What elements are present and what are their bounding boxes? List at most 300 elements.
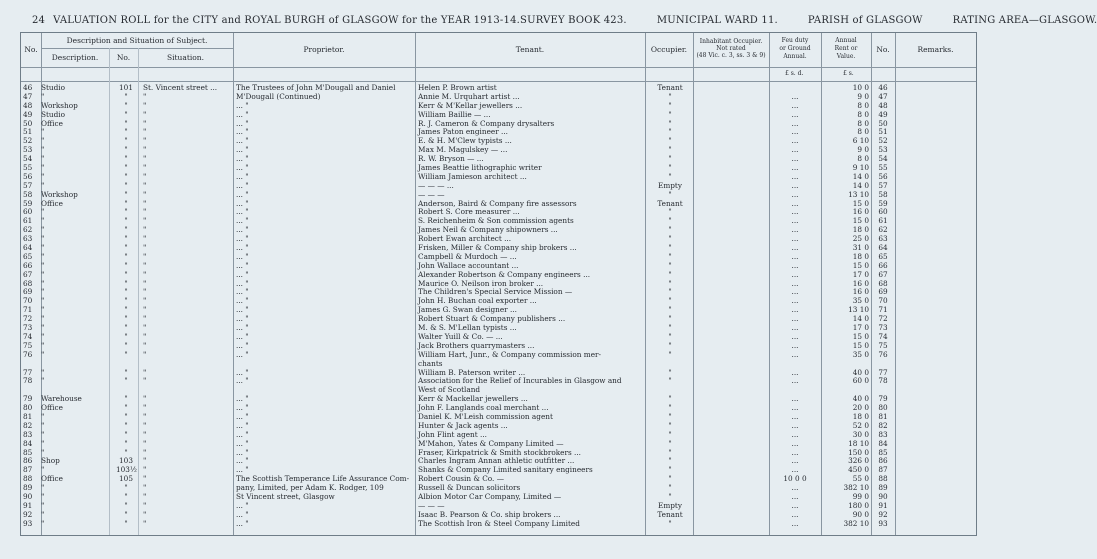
cell-proprietor: ... " [236, 198, 249, 208]
cell-tenant: James Beattie lithographic writer [418, 163, 542, 173]
cell-situation: " [143, 216, 147, 226]
cell-feu-duty: 10 0 0 [783, 474, 807, 484]
cell-situation: " [143, 296, 147, 306]
cell-entry-number-right: 58 [878, 189, 888, 199]
cell-annual-rent: 14 0 [852, 180, 869, 190]
cell-entry-number: 73 [23, 323, 33, 333]
cell-description: " [41, 376, 45, 386]
cell-occupier: " [668, 171, 672, 181]
cell-entry-number-right: 61 [878, 216, 888, 226]
cell-description: " [41, 500, 45, 510]
cell-entry-number: 60 [23, 207, 33, 217]
cell-tenant: Campbell & Murdoch — ... [418, 251, 517, 261]
cell-proprietor: ... " [236, 251, 249, 261]
cell-street-number: " [124, 340, 128, 350]
cell-occupier: " [668, 225, 672, 235]
cell-feu-duty: ... [791, 500, 799, 510]
cell-situation: " [143, 154, 147, 164]
cell-street-number: " [124, 367, 128, 377]
cell-tenant: Anderson, Baird & Company fire assessors [418, 198, 577, 208]
cell-tenant: R. J. Cameron & Company drysalters [418, 118, 555, 128]
cell-annual-rent: 382 10 [843, 518, 869, 528]
cell-description: " [41, 225, 45, 235]
col-rent-2: Rent or [834, 45, 858, 52]
cell-proprietor: ... " [236, 314, 249, 324]
cell-feu-duty: ... [791, 465, 799, 475]
cell-entry-number-right: 65 [878, 251, 888, 261]
cell-street-number: " [124, 225, 128, 235]
cell-occupier: " [668, 287, 672, 297]
col-inhabitant-1: Inhabitant Occupier. [699, 38, 763, 45]
cell-situation: " [143, 429, 147, 439]
cell-street-number: " [124, 305, 128, 315]
cell-proprietor: ... " [236, 260, 249, 270]
cell-proprietor: ... " [236, 367, 249, 377]
cell-proprietor: The Trustees of John M'Dougall and Daniel [236, 83, 396, 92]
cell-street-number: " [124, 518, 128, 528]
cell-description: " [41, 305, 45, 315]
cell-annual-rent: 8 0 [857, 154, 869, 164]
cell-annual-rent: 18 0 [852, 411, 869, 421]
cell-entry-number: 87 [23, 465, 33, 475]
cell-feu-duty: ... [791, 234, 799, 244]
cell-situation: " [143, 287, 147, 297]
cell-entry-number-right: 73 [878, 323, 888, 333]
cell-street-number: " [124, 180, 128, 190]
cell-situation: " [143, 100, 147, 110]
cell-tenant: Albion Motor Car Company, Limited — [418, 491, 562, 501]
cell-annual-rent: 25 0 [852, 234, 869, 244]
col-tenant: Tenant. [515, 45, 545, 54]
cell-tenant: James G. Swan designer ... [418, 305, 517, 315]
cell-feu-duty: ... [791, 269, 799, 279]
cell-occupier: Tenant [657, 509, 683, 519]
cell-description: " [41, 438, 45, 448]
cell-street-number: " [124, 394, 128, 404]
cell-proprietor: St Vincent street, Glasgow [236, 491, 335, 501]
cell-annual-rent: 8 0 [857, 127, 869, 137]
cell-entry-number-right: 89 [878, 483, 888, 493]
cell-description: " [41, 278, 45, 288]
cell-street-number: " [124, 331, 128, 341]
cell-description: Studio [41, 83, 66, 92]
cell-situation: " [143, 189, 147, 199]
cell-entry-number: 80 [23, 403, 33, 413]
cell-occupier: " [668, 456, 672, 466]
rent-money-units: £ s. [843, 70, 854, 77]
cell-situation: " [143, 118, 147, 128]
cell-feu-duty: ... [791, 296, 799, 306]
cell-proprietor: ... " [236, 447, 249, 457]
cell-tenant: M. & S. M'Lellan typists ... [418, 323, 517, 333]
cell-proprietor: ... " [236, 296, 249, 306]
cell-tenant: Robert Ewan architect ... [418, 234, 512, 244]
cell-tenant: Robert S. Core measurer ... [418, 207, 520, 217]
cell-street-number: " [124, 243, 128, 253]
cell-tenant: chants [418, 358, 443, 368]
cell-proprietor: ... " [236, 225, 249, 235]
cell-annual-rent: 16 0 [852, 287, 869, 297]
table-row [21, 351, 976, 360]
cell-street-number: " [124, 376, 128, 386]
cell-proprietor: ... " [236, 376, 249, 386]
cell-feu-duty: ... [791, 349, 799, 359]
cell-entry-number-right: 55 [878, 163, 888, 173]
cell-street-number: " [124, 420, 128, 430]
cell-proprietor: ... " [236, 154, 249, 164]
cell-situation: " [143, 340, 147, 350]
cell-situation: " [143, 518, 147, 528]
cell-annual-rent: 31 0 [852, 243, 869, 253]
rating-area: RATING AREA—GLASGOW. [952, 14, 1097, 26]
cell-description: " [41, 367, 45, 377]
cell-entry-number-right: 84 [878, 438, 888, 448]
col-inhabitant-2: Not rated [716, 45, 746, 52]
cell-proprietor: ... " [236, 323, 249, 333]
cell-annual-rent: 17 0 [852, 323, 869, 333]
cell-occupier: " [668, 91, 672, 101]
cell-occupier: " [668, 447, 672, 457]
cell-entry-number: 69 [23, 287, 33, 297]
cell-occupier: " [668, 429, 672, 439]
cell-proprietor: ... " [236, 109, 249, 119]
cell-description: " [41, 216, 45, 226]
cell-description: " [41, 260, 45, 270]
cell-proprietor: ... " [236, 518, 249, 528]
cell-street-number: " [124, 91, 128, 101]
cell-entry-number-right: 62 [878, 225, 888, 235]
table-row [21, 146, 976, 155]
table-row [21, 173, 976, 182]
valuation-table [20, 32, 977, 536]
cell-entry-number-right: 80 [878, 403, 888, 413]
cell-annual-rent: 30 0 [852, 429, 869, 439]
cell-annual-rent: 15 0 [852, 340, 869, 350]
cell-tenant: Maurice O. Neilson iron broker ... [418, 278, 544, 288]
cell-occupier: " [668, 100, 672, 110]
cell-tenant: William Jamieson architect ... [418, 171, 527, 181]
cell-situation: St. Vincent street ... [143, 83, 218, 92]
cell-situation: " [143, 394, 147, 404]
cell-feu-duty: ... [791, 447, 799, 457]
cell-entry-number: 50 [23, 118, 33, 128]
cell-occupier: " [668, 411, 672, 421]
cell-street-number: " [124, 447, 128, 457]
cell-tenant: — — — ... [418, 180, 454, 190]
cell-entry-number: 64 [23, 243, 33, 253]
cell-street-number: " [124, 171, 128, 181]
cell-entry-number: 84 [23, 438, 33, 448]
cell-tenant: John H. Buchan coal exporter ... [418, 296, 537, 306]
cell-entry-number: 77 [23, 367, 33, 377]
cell-entry-number: 47 [23, 91, 33, 101]
cell-description: " [41, 429, 45, 439]
cell-entry-number: 79 [23, 394, 33, 404]
cell-entry-number-right: 52 [878, 136, 888, 146]
cell-description: " [41, 171, 45, 181]
cell-occupier: " [668, 118, 672, 128]
cell-entry-number-right: 87 [878, 465, 888, 475]
cell-proprietor: ... " [236, 500, 249, 510]
cell-entry-number: 57 [23, 180, 33, 190]
cell-proprietor: ... " [236, 118, 249, 128]
cell-occupier: " [668, 269, 672, 279]
cell-description: Office [41, 198, 63, 208]
cell-street-number: " [124, 509, 128, 519]
cell-tenant: Association for the Relief of Incurables in Glasgow and [418, 376, 622, 386]
cell-feu-duty: ... [791, 314, 799, 324]
cell-feu-duty: ... [791, 163, 799, 173]
cell-entry-number-right: 50 [878, 118, 888, 128]
cell-situation: " [143, 411, 147, 421]
cell-description: " [41, 447, 45, 457]
cell-street-number: " [124, 278, 128, 288]
cell-situation: " [143, 465, 147, 475]
cell-entry-number: 82 [23, 420, 33, 430]
cell-situation: " [143, 91, 147, 101]
cell-entry-number: 54 [23, 154, 33, 164]
table-row [21, 102, 976, 111]
cell-annual-rent: 18 0 [852, 251, 869, 261]
cell-occupier: " [668, 367, 672, 377]
cell-annual-rent: 8 0 [857, 109, 869, 119]
col-feu-1: Feu duty [781, 37, 809, 44]
cell-entry-number-right: 51 [878, 127, 888, 137]
cell-proprietor: ... " [236, 269, 249, 279]
cell-proprietor: ... " [236, 456, 249, 466]
cell-street-number: " [124, 314, 128, 324]
cell-description: Office [41, 403, 63, 413]
cell-occupier: " [668, 403, 672, 413]
table-row [21, 493, 976, 502]
cell-feu-duty: ... [791, 251, 799, 261]
cell-description: " [41, 269, 45, 279]
cell-entry-number: 68 [23, 278, 33, 288]
cell-situation: " [143, 251, 147, 261]
cell-description: " [41, 465, 45, 475]
cell-description: Office [41, 118, 63, 128]
cell-entry-number-right: 79 [878, 394, 888, 404]
cell-proprietor: ... " [236, 278, 249, 288]
cell-street-number: " [124, 145, 128, 155]
cell-street-number: " [124, 403, 128, 413]
col-feu-2: or Ground [779, 45, 811, 52]
cell-street-number: " [124, 483, 128, 493]
cell-entry-number: 88 [23, 474, 33, 484]
cell-description: " [41, 518, 45, 528]
cell-entry-number-right: 81 [878, 411, 888, 421]
cell-situation: " [143, 491, 147, 501]
cell-entry-number: 46 [23, 83, 33, 92]
cell-annual-rent: 90 0 [852, 509, 869, 519]
cell-tenant: R. W. Bryson — ... [418, 154, 484, 164]
col-proprietor: Proprietor. [303, 45, 345, 54]
cell-tenant: The Children's Special Service Mission — [418, 287, 573, 297]
table-body [21, 84, 976, 529]
cell-situation: " [143, 403, 147, 413]
cell-entry-number: 85 [23, 447, 33, 457]
cell-entry-number: 65 [23, 251, 33, 261]
cell-feu-duty: ... [791, 243, 799, 253]
roll-title: VALUATION ROLL for the CITY and ROYAL BURGH of GLASGOW for the YEAR 1913-14. [53, 14, 521, 26]
cell-annual-rent: 40 0 [852, 367, 869, 377]
municipal-ward: MUNICIPAL WARD 11. [656, 14, 778, 26]
cell-occupier: " [668, 154, 672, 164]
col-description: Description. [51, 53, 99, 62]
cell-occupier: " [668, 305, 672, 315]
cell-occupier: " [668, 207, 672, 217]
cell-annual-rent: 55 0 [852, 474, 869, 484]
cell-annual-rent: 18 10 [848, 438, 869, 448]
cell-entry-number-right: 46 [878, 83, 888, 92]
cell-situation: " [143, 278, 147, 288]
cell-description: " [41, 420, 45, 430]
cell-situation: " [143, 500, 147, 510]
cell-situation: " [143, 145, 147, 155]
cell-situation: " [143, 420, 147, 430]
cell-entry-number-right: 91 [878, 500, 888, 510]
cell-feu-duty: ... [791, 331, 799, 341]
cell-situation: " [143, 109, 147, 119]
cell-tenant: E. & H. M'Clew typists ... [418, 136, 512, 146]
cell-entry-number: 67 [23, 269, 33, 279]
cell-description: " [41, 163, 45, 173]
cell-occupier: " [668, 260, 672, 270]
cell-description: " [41, 251, 45, 261]
cell-annual-rent: 14 0 [852, 171, 869, 181]
cell-tenant: Shanks & Company Limited sanitary engineers [418, 465, 593, 475]
cell-annual-rent: 13 10 [848, 305, 869, 315]
cell-proprietor: ... " [236, 331, 249, 341]
cell-annual-rent: 9 0 [857, 145, 869, 155]
cell-situation: " [143, 260, 147, 270]
cell-proprietor: The Scottish Temperance Life Assurance Com- [236, 474, 410, 484]
cell-tenant: Fraser, Kirkpatrick & Smith stockbrokers ... [418, 447, 581, 457]
cell-tenant: S. Reichenheim & Son commission agents [418, 216, 574, 226]
cell-entry-number: 55 [23, 163, 33, 173]
cell-description: " [41, 154, 45, 164]
cell-annual-rent: 13 10 [848, 189, 869, 199]
cell-entry-number: 48 [23, 100, 33, 110]
cell-feu-duty: ... [791, 100, 799, 110]
cell-entry-number-right: 60 [878, 207, 888, 217]
cell-entry-number: 81 [23, 411, 33, 421]
col-inhabitant-3: (48 Vic. c. 3, ss. 3 & 9) [696, 52, 766, 59]
cell-feu-duty: ... [791, 403, 799, 413]
table-row [21, 377, 976, 386]
cell-situation: " [143, 171, 147, 181]
cell-occupier: " [668, 278, 672, 288]
cell-street-number: 101 [119, 83, 133, 92]
cell-situation: " [143, 136, 147, 146]
cell-occupier: " [668, 491, 672, 501]
cell-feu-duty: ... [791, 145, 799, 155]
cell-tenant: Robert Stuart & Company publishers ... [418, 314, 566, 324]
cell-occupier: " [668, 145, 672, 155]
cell-entry-number-right: 48 [878, 100, 888, 110]
cell-proprietor: pany, Limited, per Adam K. Rodger, 109 [236, 483, 384, 493]
cell-feu-duty: ... [791, 376, 799, 386]
cell-proprietor: ... " [236, 429, 249, 439]
cell-entry-number: 78 [23, 376, 33, 386]
cell-description: " [41, 136, 45, 146]
cell-occupier: Tenant [657, 198, 683, 208]
header-divider [21, 67, 976, 68]
cell-feu-duty: ... [791, 207, 799, 217]
cell-description: " [41, 340, 45, 350]
cell-occupier: " [668, 465, 672, 475]
cell-street-number: " [124, 349, 128, 359]
cell-feu-duty: ... [791, 180, 799, 190]
cell-description: " [41, 509, 45, 519]
cell-situation: " [143, 367, 147, 377]
cell-tenant: Walter Yuill & Co. — ... [418, 331, 503, 341]
cell-description: " [41, 314, 45, 324]
cell-occupier: " [668, 438, 672, 448]
col-situation: Situation. [167, 53, 204, 62]
cell-feu-duty: ... [791, 127, 799, 137]
cell-street-number: " [124, 189, 128, 199]
cell-annual-rent: 382 10 [843, 483, 869, 493]
cell-feu-duty: ... [791, 518, 799, 528]
cell-situation: " [143, 234, 147, 244]
col-number: No. [116, 53, 131, 62]
cell-annual-rent: 15 0 [852, 260, 869, 270]
cell-tenant: Kerr & M'Kellar jewellers ... [418, 100, 523, 110]
cell-entry-number: 75 [23, 340, 33, 350]
cell-entry-number: 89 [23, 483, 33, 493]
cell-feu-duty: ... [791, 411, 799, 421]
cell-feu-duty: ... [791, 154, 799, 164]
cell-street-number: " [124, 287, 128, 297]
cell-entry-number-right: 63 [878, 234, 888, 244]
cell-entry-number: 74 [23, 331, 33, 341]
table-row [21, 182, 976, 191]
cell-entry-number: 59 [23, 198, 33, 208]
cell-situation: " [143, 269, 147, 279]
cell-tenant: — — — [418, 189, 445, 199]
cell-street-number: " [124, 296, 128, 306]
cell-proprietor: ... " [236, 171, 249, 181]
page-number: 24 [32, 14, 46, 26]
cell-situation: " [143, 163, 147, 173]
cell-proprietor: ... " [236, 136, 249, 146]
cell-entry-number-right: 85 [878, 447, 888, 457]
cell-feu-duty: ... [791, 225, 799, 235]
cell-entry-number: 93 [23, 518, 33, 528]
cell-annual-rent: 180 0 [848, 500, 869, 510]
cell-annual-rent: 35 0 [852, 349, 869, 359]
cell-description: " [41, 207, 45, 217]
cell-description: " [41, 483, 45, 493]
cell-feu-duty: ... [791, 260, 799, 270]
cell-tenant: Russell & Duncan solicitors [418, 483, 521, 493]
cell-street-number: " [124, 429, 128, 439]
cell-entry-number: 66 [23, 260, 33, 270]
cell-situation: " [143, 438, 147, 448]
cell-feu-duty: ... [791, 491, 799, 501]
cell-feu-duty: ... [791, 367, 799, 377]
cell-annual-rent: 8 0 [857, 118, 869, 128]
cell-feu-duty: ... [791, 483, 799, 493]
cell-occupier: " [668, 251, 672, 261]
cell-entry-number: 92 [23, 509, 33, 519]
col-rent-3: Value. [836, 53, 856, 60]
cell-feu-duty: ... [791, 340, 799, 350]
cell-description: " [41, 243, 45, 253]
cell-entry-number-right: 57 [878, 180, 888, 190]
cell-proprietor: ... " [236, 207, 249, 217]
